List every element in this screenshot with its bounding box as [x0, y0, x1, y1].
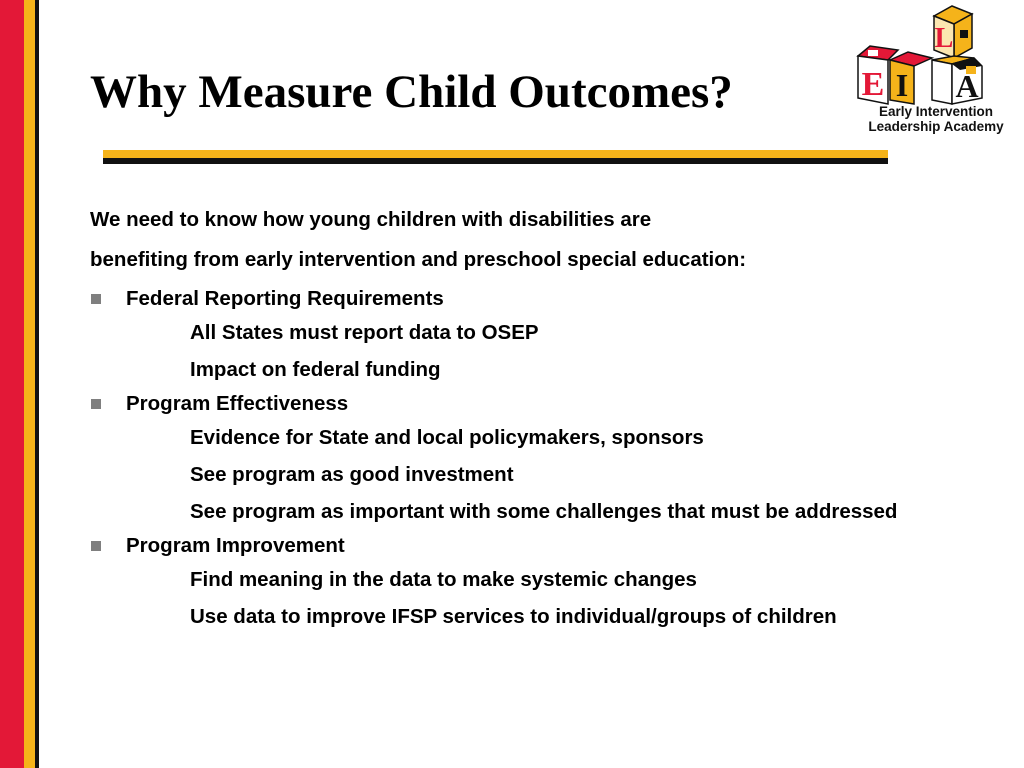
sub-item: Impact on federal funding	[190, 358, 441, 381]
logo-letter-i: I	[895, 67, 909, 103]
left-black-stripe	[35, 0, 39, 768]
sub-item: See program as important with some challenges that must be addressed	[190, 500, 898, 523]
bullet-square-icon	[91, 294, 101, 304]
sub-item: See program as good investment	[190, 463, 514, 486]
title-underline-black	[103, 158, 888, 164]
logo-letter-l: L	[934, 23, 954, 54]
logo-block-l	[934, 6, 972, 58]
logo-letter-e: E	[861, 66, 885, 103]
bullet-program-effectiveness	[90, 385, 920, 422]
left-red-stripe	[0, 0, 24, 768]
logo-block-a	[932, 56, 982, 104]
slide-title: Why Measure Child Outcomes?	[90, 66, 733, 118]
sub-item: Use data to improve IFSP services to individual/groups of children	[190, 605, 837, 628]
logo-letter-a: A	[955, 68, 979, 104]
left-gold-stripe	[24, 0, 35, 768]
sub-item: Find meaning in the data to make systemic changes	[190, 568, 697, 591]
slide-body	[90, 200, 920, 632]
bullet-label: Federal Reporting Requirements	[126, 287, 444, 310]
intro-line-1: We need to know how young children with disabilities are	[90, 208, 652, 231]
logo-caption-line1: Early Intervention	[878, 104, 994, 119]
bullet-label: Program Effectiveness	[126, 392, 349, 415]
logo-caption-line2: Leadership Academy	[868, 119, 1004, 134]
logo-block-i	[890, 52, 932, 104]
bullet-federal-reporting	[90, 280, 920, 317]
bullet-square-icon	[91, 541, 101, 551]
sub-item: All States must report data to OSEP	[190, 321, 539, 344]
logo-caption	[848, 104, 1024, 134]
title-underline-gold	[103, 150, 888, 158]
bullet-label: Program Improvement	[126, 534, 345, 557]
intro-line-2: benefiting from early intervention and preschool special education:	[90, 248, 747, 271]
bullet-program-improvement	[90, 527, 920, 564]
bullet-square-icon	[91, 399, 101, 409]
sub-item: Evidence for State and local policymakers, sponsors	[190, 426, 704, 449]
